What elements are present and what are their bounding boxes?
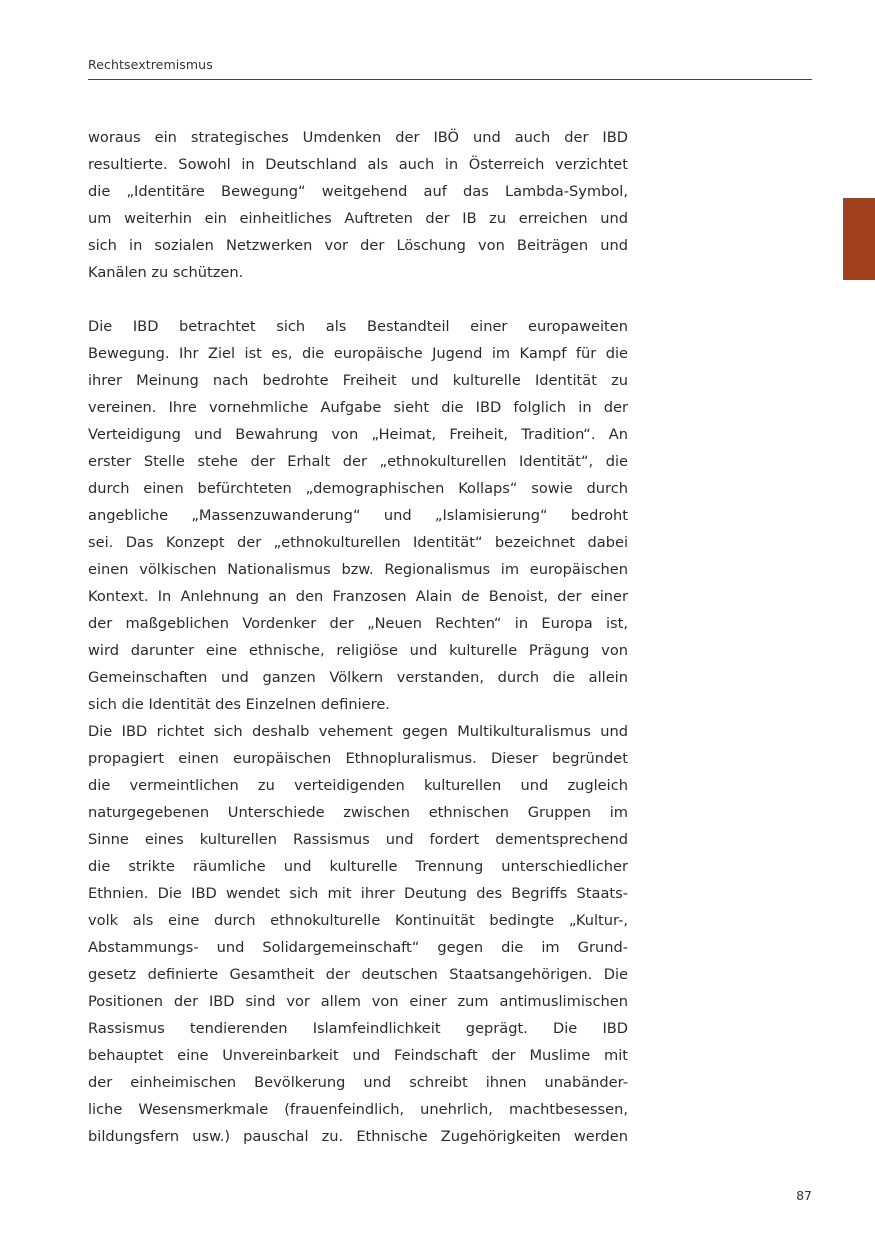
paragraph-line: bildungsfern usw.) pauschal zu. Ethnische Zugehörigkeiten werden [88, 1128, 628, 1145]
paragraph-line: woraus ein strategisches Umdenken der IBÖ und auch der IBD [88, 129, 628, 146]
paragraph-line: behauptet eine Unvereinbarkeit und Feindschaft der Muslime mit [88, 1047, 628, 1064]
paragraph-line: Verteidigung und Bewahrung von „Heimat, Freiheit, Tradition“. An [88, 426, 628, 443]
paragraph-line: Bewegung. Ihr Ziel ist es, die europäische Jugend im Kampf für die [88, 345, 628, 362]
paragraph-line: Positionen der IBD sind vor allem von einer zum antimuslimischen [88, 993, 628, 1010]
paragraph-line: Ethnien. Die IBD wendet sich mit ihrer Deutung des Begriffs Staats- [88, 885, 628, 902]
paragraph-line: propagiert einen europäischen Ethnopluralismus. Dieser begründet [88, 750, 628, 767]
paragraph-line: sich in sozialen Netzwerken vor der Löschung von Beiträgen und [88, 237, 628, 254]
page-number: 87 [796, 1188, 812, 1203]
paragraph-line: um weiterhin ein einheitliches Auftreten der IB zu erreichen und [88, 210, 628, 227]
paragraph-line: sich die Identität des Einzelnen definiere. [88, 696, 390, 713]
paragraph-line: die strikte räumliche und kulturelle Trennung unterschiedlicher [88, 858, 628, 875]
paragraph-line: Abstammungs- und Solidargemeinschaft“ gegen die im Grund- [88, 939, 628, 956]
paragraph-line: die vermeintlichen zu verteidigenden kulturellen und zugleich [88, 777, 628, 794]
paragraph-line: die „Identitäre Bewegung“ weitgehend auf das Lambda-Symbol, [88, 183, 628, 200]
paragraph-line: Rassismus tendierenden Islamfeindlichkeit geprägt. Die IBD [88, 1020, 628, 1037]
body-text [88, 124, 628, 1150]
paragraph-line: der maßgeblichen Vordenker der „Neuen Rechten“ in Europa ist, [88, 615, 628, 632]
chapter-marker-tab [843, 198, 875, 280]
paragraph-line: Die IBD richtet sich deshalb vehement gegen Multikulturalismus und [88, 723, 628, 740]
header-divider [88, 79, 812, 80]
paragraph-line: vereinen. Ihre vornehmliche Aufgabe sieht die IBD folglich in der [88, 399, 628, 416]
paragraph-line: naturgegebenen Unterschiede zwischen ethnischen Gruppen im [88, 804, 628, 821]
paragraph-line: Die IBD betrachtet sich als Bestandteil einer europaweiten [88, 318, 628, 335]
paragraph-line: erster Stelle stehe der Erhalt der „ethnokulturellen Identität“, die [88, 453, 628, 470]
paragraph-line: Gemeinschaften und ganzen Völkern verstanden, durch die allein [88, 669, 628, 686]
paragraph-line: angebliche „Massenzuwanderung“ und „Islamisierung“ bedroht [88, 507, 628, 524]
paragraph-line: sei. Das Konzept der „ethnokulturellen Identität“ bezeichnet dabei [88, 534, 628, 551]
paragraph-line: einen völkischen Nationalismus bzw. Regionalismus im europäischen [88, 561, 628, 578]
paragraph-line: Kontext. In Anlehnung an den Franzosen Alain de Benoist, der einer [88, 588, 628, 605]
paragraph-line: ihrer Meinung nach bedrohte Freiheit und kulturelle Identität zu [88, 372, 628, 389]
paragraph-gap [88, 286, 628, 313]
paragraph-line: Sinne eines kulturellen Rassismus und fordert dementsprechend [88, 831, 628, 848]
paragraph-line: Kanälen zu schützen. [88, 264, 244, 281]
paragraph-line: liche Wesensmerkmale (frauenfeindlich, unehrlich, machtbesessen, [88, 1101, 628, 1118]
paragraph-line: wird darunter eine ethnische, religiöse und kulturelle Prägung von [88, 642, 628, 659]
paragraph-line: volk als eine durch ethnokulturelle Kontinuität bedingte „Kultur-, [88, 912, 628, 929]
paragraph-line: durch einen befürchteten „demographischen Kollaps“ sowie durch [88, 480, 628, 497]
paragraph-line: der einheimischen Bevölkerung und schreibt ihnen unabänder- [88, 1074, 628, 1091]
paragraph-line: resultierte. Sowohl in Deutschland als auch in Österreich verzichtet [88, 156, 628, 173]
running-header-title: Rechtsextremismus [88, 57, 213, 72]
paragraph-line: gesetz definierte Gesamtheit der deutschen Staatsangehörigen. Die [88, 966, 628, 983]
